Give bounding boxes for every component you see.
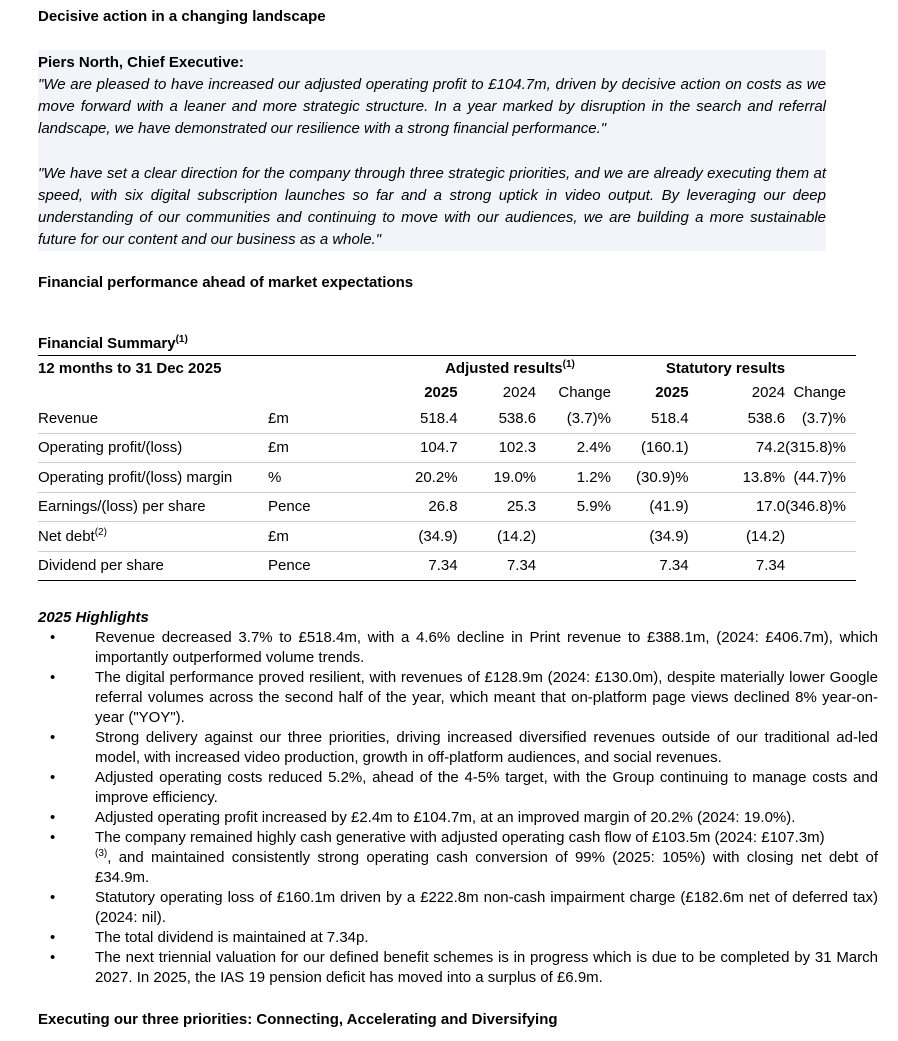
cell-value: 7.34 [379, 551, 458, 581]
table-row [38, 551, 856, 581]
row-label [38, 522, 268, 552]
bullet: • [50, 669, 56, 686]
cell-value: (34.9) [379, 522, 458, 552]
cell-value: (160.1) [611, 433, 689, 463]
table-body [38, 404, 856, 581]
row-label [38, 551, 268, 581]
cell-value: 1.2% [536, 463, 611, 493]
list-item [38, 828, 878, 888]
bullet: • [50, 889, 56, 906]
change-header: Change [558, 383, 611, 401]
cell-value: 538.6 [689, 404, 786, 433]
row-label [38, 463, 268, 493]
table-group-header [38, 356, 856, 380]
list-item-text: Statutory operating loss of £160.1m driven by a £222.8m non-cash impairment charge (£182.6m net of deferred tax) (2024: nil). [95, 889, 878, 926]
cell-value: (315.8)% [785, 433, 856, 463]
table-row [38, 522, 856, 552]
highlights-list [38, 628, 878, 988]
list-item-text: The next triennial valuation for our defined benefit schemes is in progress which is due to be completed by 31 March 2027. In 2025, the IAS 19 pension deficit has moved into a surplus of £6.9m. [95, 949, 878, 986]
cell-value: 7.34 [611, 551, 689, 581]
cell-value: 19.0% [458, 463, 537, 493]
row-unit: £m [268, 433, 329, 463]
bullet: • [50, 949, 56, 966]
row-label [38, 433, 268, 463]
table-row [38, 492, 856, 522]
cell-value: 5.9% [536, 492, 611, 522]
year-header: 2024 [502, 383, 537, 401]
cell-value: (14.2) [458, 522, 537, 552]
row-label [38, 404, 268, 433]
adjusted-label: Adjusted results [445, 359, 563, 377]
footnote-ref: (1) [562, 358, 575, 370]
cell-value: 13.8% [689, 463, 786, 493]
cell-value [536, 522, 611, 552]
financial-summary [38, 335, 856, 581]
row-unit: £m [268, 404, 329, 433]
cell-value: 518.4 [611, 404, 689, 433]
table-year-header [38, 380, 856, 404]
financial-summary-table [38, 356, 856, 581]
cell-value: (34.9) [611, 522, 689, 552]
bullet: • [50, 769, 56, 786]
list-item-text: The total dividend is maintained at 7.34p. [95, 929, 369, 946]
table-row [38, 433, 856, 463]
footnote-ref: (1) [175, 334, 188, 345]
summary-title-text: Financial Summary [38, 335, 176, 352]
list-item [38, 808, 878, 828]
list-item [38, 928, 878, 948]
cell-value: 518.4 [379, 404, 458, 433]
period-label: 12 months to 31 Dec 2025 [38, 359, 222, 377]
section-title: Decisive action in a changing landscape [38, 8, 326, 25]
cell-value: 7.34 [689, 551, 786, 581]
row-label-text: Earnings/(loss) per share [38, 498, 206, 516]
list-item [38, 628, 878, 668]
cell-value: 74.2 [689, 433, 786, 463]
row-label-text: Operating profit/(loss) [38, 439, 183, 457]
ceo-label: Piers North, Chief Executive: [38, 54, 244, 71]
cell-value: (14.2) [689, 522, 786, 552]
row-unit: Pence [268, 551, 329, 581]
ceo-quote-2: "We have set a clear direction for the company through three strategic priorities, and we are already executing them at speed, with six digital subscription launches so far and a strong uptick in video output. By leveraging our deep understanding of our communities and continuing to move with our audiences, we are building a more sustainable future for our content and our business as a whole." [38, 164, 826, 249]
row-unit: £m [268, 522, 329, 552]
cell-value: (3.7)% [785, 404, 856, 433]
bullet: • [50, 809, 56, 826]
cell-value: (44.7)% [785, 463, 856, 493]
list-item-text: The company remained highly cash generative with adjusted operating cash flow of £103.5m (2024: £107.3m) [95, 829, 825, 846]
list-item-text: Revenue decreased 3.7% to £518.4m, with a 4.6% decline in Print revenue to £388.1m, (2024: £406.7m), which importantly outperformed volume trends. [95, 629, 878, 666]
cell-value: (30.9)% [611, 463, 689, 493]
cell-value: 7.34 [458, 551, 537, 581]
highlights-title: 2025 Highlights [38, 609, 149, 626]
year-header: 2024 [751, 383, 786, 401]
highlights-section [38, 608, 878, 988]
cell-value: 25.3 [458, 492, 537, 522]
financial-summary-title [38, 335, 856, 356]
row-unit: % [268, 463, 329, 493]
year-header: 2025 [424, 383, 458, 401]
bullet: • [50, 929, 56, 946]
row-label-text: Operating profit/(loss) margin [38, 468, 233, 486]
list-item-text: Strong delivery against our three priorities, driving increased diversified revenues outside of our traditional ad-led model, with increased video production, growth in off-platform audiences, and social revenues. [95, 729, 878, 766]
table-row [38, 463, 856, 493]
priorities-heading: Executing our three priorities: Connecting, Accelerating and Diversifying [38, 1011, 558, 1028]
cell-value: 20.2% [379, 463, 458, 493]
list-item [38, 728, 878, 768]
cell-value [785, 551, 856, 581]
list-item-text: The digital performance proved resilient, with revenues of £128.9m (2024: £130.0m), despite materially lower Google referral volumes across the second half of the year, which meant that on-platform page views declined 8% year-on-year ("YOY"). [95, 669, 878, 726]
year-header: 2025 [655, 383, 689, 401]
ceo-quote-block [38, 50, 826, 251]
bullet: • [50, 729, 56, 746]
cell-value [785, 522, 856, 552]
row-unit: Pence [268, 492, 329, 522]
cell-value: (41.9) [611, 492, 689, 522]
table-row [38, 404, 856, 433]
list-item-text: Adjusted operating costs reduced 5.2%, ahead of the 4-5% target, with the Group continuing to manage costs and improve efficiency. [95, 769, 878, 806]
cell-value: 102.3 [458, 433, 537, 463]
row-label-text: Net debt [38, 527, 95, 545]
cell-value: (3.7)% [536, 404, 611, 433]
adjusted-results-header [379, 356, 611, 380]
row-label-text: Dividend per share [38, 557, 164, 575]
row-label-text: Revenue [38, 409, 99, 427]
cell-value [536, 551, 611, 581]
list-item-text-cont: , and maintained consistently strong operating cash conversion of 99% (2025: 105%) with closing net debt of £34.9m. [95, 849, 878, 886]
cell-value: 26.8 [379, 492, 458, 522]
bullet: • [50, 829, 56, 846]
financial-performance-heading: Financial performance ahead of market expectations [38, 274, 414, 291]
bullet: • [50, 629, 56, 646]
list-item [38, 888, 878, 928]
cell-value: 538.6 [458, 404, 537, 433]
change-header: Change [793, 383, 846, 401]
list-item [38, 668, 878, 728]
footnote-ref: (3) [95, 848, 108, 859]
list-item [38, 768, 878, 808]
cell-value: (346.8)% [785, 492, 856, 522]
row-label [38, 492, 268, 522]
cell-value: 2.4% [536, 433, 611, 463]
cell-value: 17.0 [689, 492, 786, 522]
footnote-ref: (2) [94, 526, 107, 538]
statutory-results-header: Statutory results [665, 359, 786, 377]
list-item-text: Adjusted operating profit increased by £2.4m to £104.7m, at an improved margin of 20.2% (2024: 19.0%). [95, 809, 796, 826]
ceo-quote-1: "We are pleased to have increased our adjusted operating profit to £104.7m, driven by decisive action on costs as we move forward with a leaner and more strategic structure. In a year marked by disruption in the search and referral landscape, we have demonstrated our resilience with a strong financial performance." [38, 76, 826, 138]
cell-value: 104.7 [379, 433, 458, 463]
list-item [38, 948, 878, 988]
